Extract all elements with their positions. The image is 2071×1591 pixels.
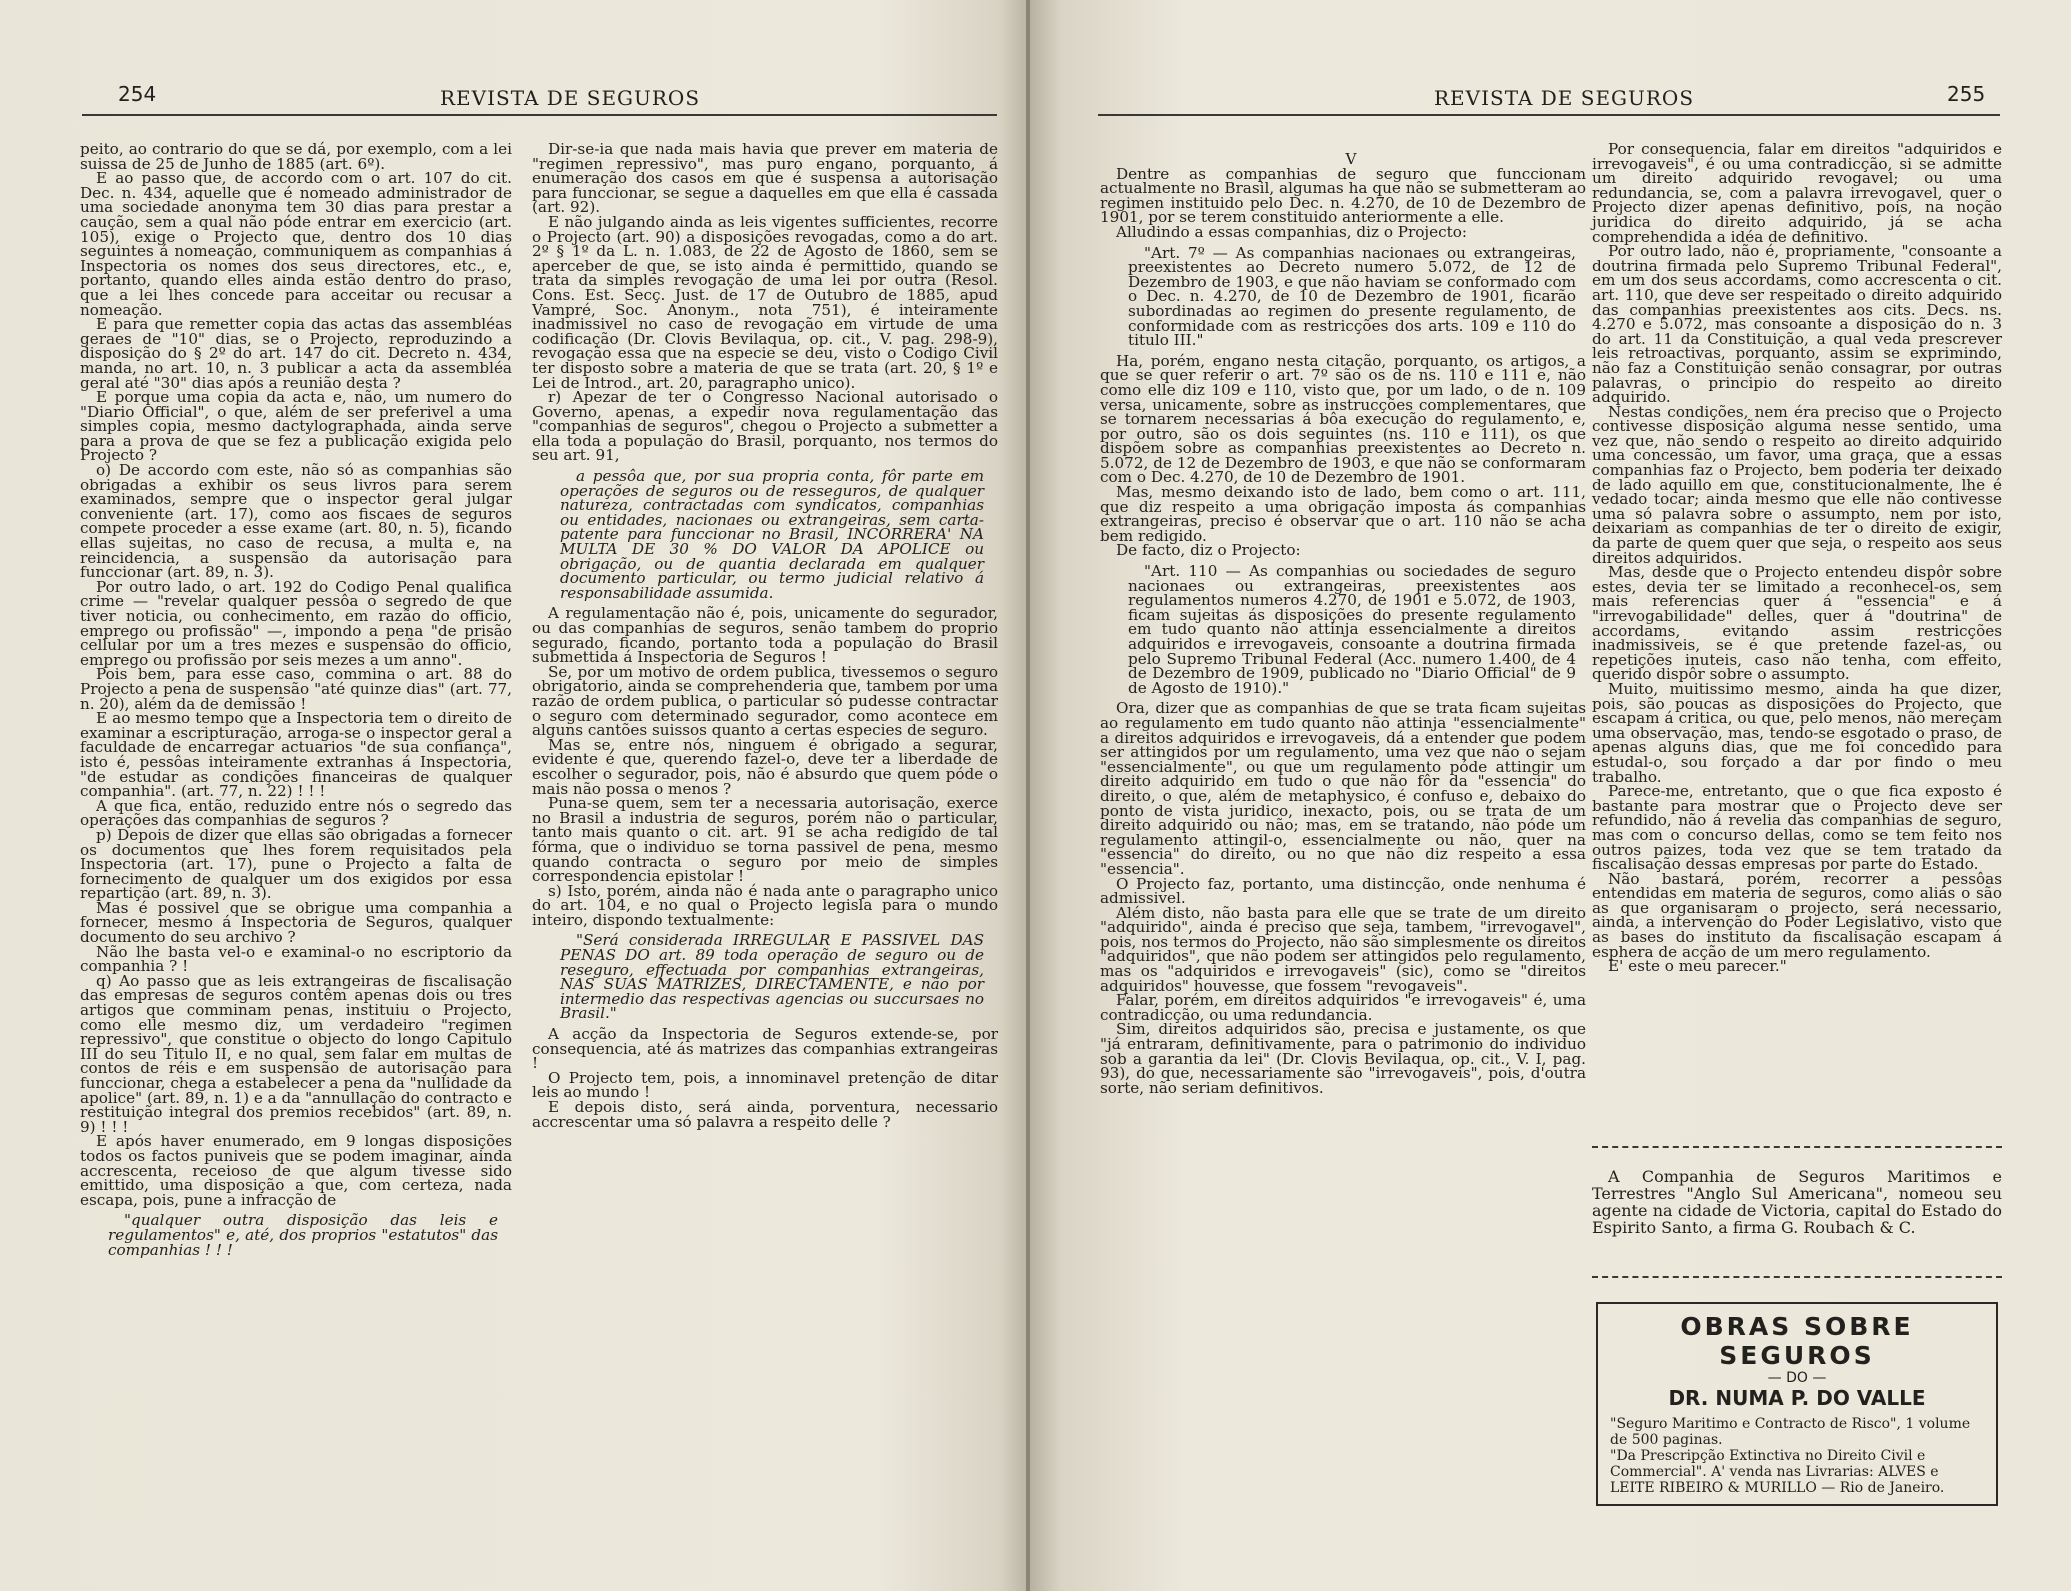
paragraph: Falar, porém, em direitos adquiridos "e irrevogaveis" é, uma contradicção, ou uma redundancia. bbox=[1100, 991, 1586, 1024]
paragraph: Não bastará, porém, recorrer a pessôas entendidas em materia de seguros, como aliás o são as que organisaram o projecto, será necessario, ainda, a intervenção do Poder Legislativo, visto que as bases do instituto da fiscalisação escapam á esphera de acção de um mero regulamento. bbox=[1592, 869, 2002, 961]
paragraph: Muito, muitissimo mesmo, ainda ha que dizer, pois, são poucas as disposições do Projecto, que escapam á critica, ou que, pelo menos, não mereçam uma observação, mas, tendo-se esgotado o praso, de apenas alguns dias, que me foi concedido para estudal-o, sou forçado a dar por findo o meu trabalho. bbox=[1592, 679, 2002, 786]
ad-line: "Seguro Maritimo e Contracto de Risco", 1 volume de 500 paginas. bbox=[1610, 1416, 1971, 1448]
paragraph: A acção da Inspectoria de Seguros extende-se, por consequencia, até ás matrizes das companhias extrangeiras ! bbox=[532, 1025, 998, 1073]
section-number: V bbox=[1345, 150, 1357, 168]
paragraph: E ao mesmo tempo que a Inspectoria tem o direito de examinar a escripturação, arroga-se o inspector geral a faculdade de encarregar actuarios "de sua confiança", isto é, pessôas inteiramente extranhas á Inspectoria, "de estudar as condições financeiras de qualquer companhia". (art. 77, n. 22) ! ! ! bbox=[80, 709, 512, 801]
paragraph: Mas é possivel que se obrigue uma companhia a fornecer, mesmo á Inspectoria de Seguros, qualquer documento do seu archivo ? bbox=[80, 898, 512, 947]
page-number: 255 bbox=[1947, 82, 1986, 106]
quotation: "Será considerada IRREGULAR E PASSIVEL DAS PENAS DO art. 89 toda operação de seguro ou de reseguro, effectuada por companhias extrangeiras, NAS SUAS MATRIZES, DIRECTAMENTE, e não por intermedio das respectivas agencias ou succursaes no Brasil." bbox=[560, 931, 984, 1023]
left-column-1 bbox=[80, 142, 512, 1263]
quotation: a pessôa que, por sua propria conta, fôr parte em operações de seguros ou de resseguros, de qualquer natureza, contractadas com syndicatos, companhias ou entidades, nacionaes ou extrangeiras, sem carta-patente para funccionar no Brasil, INCORRERA' NA MULTA DE 30 % DO VALOR DA APOLICE ou obrigação, ou de quantia declarada em qualquer documento particular, ou termo judicial relativo á responsabilidade assumida. bbox=[560, 467, 984, 602]
paragraph: E porque uma copia da acta e, não, um numero do "Diario Official", o que, além de ser preferivel a uma simples copia, mesmo dactylographada, ainda serve para a prova de que se fez a publicação exigida pelo Projecto ? bbox=[80, 388, 512, 465]
paragraph: Mas se, entre nós, ninguem é obrigado a segurar, evidente é que, querendo fazel-o, deve ter a liberdade de escolher o segurador, pois, não é absurdo que quem póde o mais não possa o menos ? bbox=[532, 735, 998, 798]
paragraph: E' este o meu parecer." bbox=[1608, 957, 1787, 976]
quotation: "qualquer outra disposição das leis e regulamentos" e, até, dos proprios "estatutos" das companhias ! ! ! bbox=[108, 1211, 498, 1259]
right-column-1 bbox=[1100, 152, 1586, 1095]
paragraph: Parece-me, entretanto, que o que fica exposto é bastante para mostrar que o Projecto deve ser refundido, não á revelia das companhias de seguro, mas com o concurso dellas, como se tem feito nos outros paizes, toda vez que se tem tratado da fiscalisação dessas empresas por parte do Estado. bbox=[1592, 782, 2002, 874]
paragraph: Se, por um motivo de ordem publica, tivessemos o seguro obrigatorio, ainda se comprehenderia que, tambem por uma razão de ordem publica, o particular só pudesse contractar o seguro com determinado segurador, como acontece em alguns cantões suissos quanto a certas especies de seguro. bbox=[532, 662, 998, 740]
paragraph: Mas, mesmo deixando isto de lado, bem como o art. 111, que diz respeito a uma obrigação imposta ás companhias extrangeiras, preciso é observar que o art. 110 não se acha bem redigido. bbox=[1100, 483, 1586, 545]
ad-title: OBRAS SOBRE SEGUROS bbox=[1680, 1312, 1914, 1370]
paragraph: Sim, direitos adquiridos são, precisa e justamente, os que "já entraram, definitivamente, para o patrimonio do individuo sob a garantia da lei" (Dr. Clovis Bevilaqua, op. cit., V. I, pag. 93), do que, necessariamente são "irrevogaveis", pois, d'outra sorte, não seriam definitivos. bbox=[1100, 1020, 1586, 1097]
paragraph: A regulamentação não é, pois, unicamente do segurador, ou das companhias de seguros, senão tambem do proprio segurado, ficando, portanto toda a população do Brasil submettida á Inspectoria de Seguros ! bbox=[532, 604, 998, 667]
left-column-2 bbox=[532, 142, 998, 1129]
paragraph: E para que remetter copia das actas das assembléas geraes de "10" dias, se o Projecto, reproduzindo a disposição do § 2º do art. 147 do cit. Decreto n. 434, manda, no art. 10, n. 3 publicar a acta da assembléa geral até "30" dias após a reunião desta ? bbox=[80, 315, 512, 392]
paragraph: Ora, dizer que as companhias de que se trata ficam sujeitas ao regulamento em tudo quanto não attinja "essencialmente" a direitos adquiridos e irrevogaveis, dá a entender que podem ser attingidos por um regulamento, uma vez que não o sejam "essencialmente", ou que um regulamento póde attingir um direito adquirido em tudo o que não fôr da "essencia" do direito, o que, além de metaphysico, é confuso e, debaixo do ponto de vista juridico, inexacto, pois, ou se trata de um direito adquirido ou não; mas, em se tratando, não póde um regulamento attingil-o, essencialmente ou não, quer na "essencia" do direito, ou no que não diz respeito a essa "essencia". bbox=[1100, 699, 1586, 878]
paragraph: Nestas condições, nem éra preciso que o Projecto contivesse disposição alguma nesse sentido, uma vez que, não sendo o respeito ao direito adquirido uma concessão, um favor, uma graça, que a essas companhias faz o Projecto, bem poderia ter deixado de lado aquillo em que, constitucionalmente, lhe é vedado tocar; ainda mesmo que elle não contivesse uma só palavra sobre o assumpto, nem por isto, deixariam as companhias de ter o direito de exigir, da parte de quem quer que seja, o respeito aos seus direitos adquiridos. bbox=[1592, 402, 2002, 567]
paragraph: Pois bem, para esse caso, commina o art. 88 do Projecto a pena de suspensão "até quinze dias" (art. 77, n. 20), além da de demissão ! bbox=[80, 665, 512, 713]
header-rule bbox=[82, 114, 997, 116]
paragraph: o) De accordo com este, não só as companhias são obrigadas a exhibir os seus livros para serem examinados, sempre que o inspector geral julgar conveniente (art. 17), como aos fiscaes de seguros compete proceder a esse exame (art. 80, n. 5), ficando ellas sujeitas, no caso de recusa, a multa e, na reincidencia, a suspensão da autorisação para funccionar (art. 89, n. 3). bbox=[80, 461, 512, 582]
header-rule bbox=[1098, 114, 2000, 116]
paragraph: Alludindo a essas companhias, diz o Projecto: bbox=[1116, 222, 1467, 241]
paragraph: E não julgando ainda as leis vigentes sufficientes, recorre o Projecto (art. 90) a disposições revogadas, como a do art. 2º § 1º da L. n. 1.083, de 22 de Agosto de 1860, sem se aperceber de que, se isto ainda é permittido, quando se trata da simples revogação de uma lei por outra (Resol. Cons. Est. Secç. Just. de 17 de Outubro de 1885, apud Vampré, Soc. Anonym., nota 751), é inteiramente inadmissivel no caso de revogação em virtude de uma codificação (Dr. Clovis Bevilaqua, op. cit., V. pag. 298-9), revogação essa que na especie se deu, visto o Codigo Civil ter disposto sobre a materia de que se trata (art. 20, § 1º e Lei de Introd., art. 20, paragrapho unico). bbox=[532, 212, 998, 392]
paragraph: peito, ao contrario do que se dá, por exemplo, com a lei suissa de 25 de Junho de 1885 (art. 6º). bbox=[80, 140, 512, 173]
ad-line: "Da Prescripção Extinctiva no Direito Civil e Commercial". A' venda nas Livrarias: ALVES e LEITE RIBEIRO & MURILLO — Rio de Janeiro. bbox=[1610, 1448, 1945, 1496]
quotation: "Art. 110 — As companhias ou sociedades de seguro nacionaes ou extrangeiras, preexistentes aos regulamentos numeros 4.270, de 1901 e 5.072, de 1903, ficam sujeitas ás disposições do presente regulamento em tudo quanto não attinja essencialmente a direitos adquiridos e irrevogaveis, consoante a doutrina firmada pelo Supremo Tribunal Federal (Acc. numero 1.400, de 4 de Dezembro de 1909, publicado no "Diario Official" de 9 de Agosto de 1910)." bbox=[1128, 562, 1576, 697]
right-page bbox=[1030, 0, 2071, 1591]
left-page bbox=[0, 0, 1030, 1591]
paragraph: E depois disto, será ainda, porventura, necessario accrescentar uma só palavra a respeito delle ? bbox=[532, 1098, 998, 1131]
paragraph: Dir-se-ia que nada mais havia que prever em materia de "regimen repressivo", mas puro engano, porquanto, á enumeração dos casos em que é suspensa a autorisação para funccionar, se segue a daquelles em que ella é cassada (art. 92). bbox=[532, 140, 998, 217]
book-advertisement bbox=[1596, 1302, 1998, 1506]
paragraph: O Projecto tem, pois, a innominavel pretenção de ditar leis ao mundo ! bbox=[532, 1068, 998, 1102]
ad-do: — DO — bbox=[1767, 1370, 1827, 1386]
paragraph: E ao passo que, de accordo com o art. 107 do cit. Dec. n. 434, aquelle que é nomeado administrador de uma sociedade anonyma tem 30 dias para prestar a caução, sem a qual não póde entrar em exercicio (art. 105), exige o Projecto que, dentro dos 10 dias seguintes á nomeação, communiquem as companhias á Inspectoria os nomes dos seus directores, etc., e, portanto, quando elles ainda estão dentro do praso, que a lei lhes concede para acceitar ou recusar a nomeação. bbox=[80, 169, 512, 319]
running-head: REVISTA DE SEGUROS bbox=[440, 86, 701, 110]
paragraph: E após haver enumerado, em 9 longas disposições todos os factos puniveis que se podem imaginar, ainda accrescenta, receioso de que algum tivesse sido emittido, uma disposição a que, com certeza, nada escapa, pois, pune a infracção de bbox=[80, 1132, 512, 1209]
paragraph: s) Isto, porém, ainda não é nada ante o paragrapho unico do art. 104, e no qual o Projecto legisla para o mundo inteiro, dispondo textualmente: bbox=[532, 881, 998, 929]
notice bbox=[1592, 1168, 2002, 1236]
paragraph: Mas, desde que o Projecto entendeu dispôr sobre estes, devia ter se limitado a reconhecel-os, sem mais referencias quer á "essencia" e á "irrevogabilidade" delles, quer á "doutrina" de accordams, evitando assim restricções inadmissiveis, se é que pretende fazel-as, ou repetições inuteis, caso não tenha, com effeito, querido dispôr sobre o assumpto. bbox=[1592, 563, 2002, 684]
paragraph: Dentre as companhias de seguro que funccionam actualmente no Brasil, algumas ha que não se submetteram ao regimen instituido pelo Dec. n. 4.270, de 10 de Dezembro de 1901, por se terem constituido anteriormente a elle. bbox=[1100, 164, 1586, 227]
paragraph: Por outro lado, o art. 192 do Codigo Penal qualifica crime — "revelar qualquer pessôa o segredo de que tiver noticia, ou conhecimento, em razão do officio, emprego ou profissão" —, impondo a pena "de prisão cellular por um a tres mezes e suspensão do officio, emprego ou profissão por seis mezes a um anno". bbox=[80, 577, 512, 669]
paragraph: q) Ao passo que as leis extrangeiras de fiscalisação das empresas de seguros contêm apenas dois ou tres artigos que comminam penas, instituiu o Projecto, como elle mesmo diz, um verdadeiro "regimen repressivo", que constitue o objecto do longo Capitulo III do seu Titulo II, e no qual, sem falar em multas de contos de réis e em suspensão de autorisação para funccionar, chega a estabelecer a pena da "nullidade da apolice" (art. 89, n. 1) e a da "annullação do contracto e restituição integral dos premios recebidos" (art. 89, n. 9) ! ! ! bbox=[80, 971, 512, 1136]
right-column-2 bbox=[1592, 142, 2002, 974]
paragraph: Não lhe basta vel-o e examinal-o no escriptorio da companhia ? ! bbox=[80, 942, 512, 976]
paragraph: De facto, diz o Projecto: bbox=[1116, 541, 1301, 560]
paragraph: Ha, porém, engano nesta citação, porquanto, os artigos, a que se quer referir o art. 7º são os de ns. 110 e 111 e, não como elle diz 109 e 110, visto que, por um lado, o de n. 109 versa, unicamente, sobre as instrucções complementares, que se tornarem necessarias á bôa execução do regulamento, e, por outro, são os dois seguintes (ns. 110 e 111), os que dispõem sobre as companhias preexistentes ao Decreto n. 5.072, de 12 de Dezembro de 1903, e que não se conformaram com o Dec. 4.270, de 10 de Dezembro de 1901. bbox=[1100, 351, 1586, 487]
paragraph: r) Apezar de ter o Congresso Nacional autorisado o Governo, apenas, a expedir nova regulamentação das "companhias de seguros", chegou o Projecto a submetter a ella toda a população do Brasil, porquanto, nos termos do seu art. 91, bbox=[532, 388, 998, 465]
quotation: "Art. 7º — As companhias nacionaes ou extrangeiras, preexistentes ao Decreto numero 5.072, de 12 de Dezembro de 1903, e que não haviam se conformado com o Dec. n. 4.270, de 10 de Dezembro de 1901, ficarão subordinadas ao regimen do presente regulamento, de conformidade com as restricções dos arts. 109 e 110 do titulo III." bbox=[1128, 243, 1576, 350]
notice-text: A Companhia de Seguros Maritimos e Terrestres "Anglo Sul Americana", nomeou seu agente na cidade de Victoria, capital do Estado do Espirito Santo, a firma G. Roubach & C. bbox=[1592, 1167, 2002, 1237]
running-head: REVISTA DE SEGUROS bbox=[1434, 86, 1695, 110]
paragraph: A que fica, então, reduzido entre nós o segredo das operações das companhias de seguros ? bbox=[80, 796, 512, 830]
paragraph: p) Depois de dizer que ellas são obrigadas a fornecer os documentos que lhes forem requisitados pela Inspectoria (art. 17), pune o Projecto a falta de fornecimento de qualquer um dos exigidos por essa repartição (art. 89, n. 3). bbox=[80, 825, 512, 903]
paragraph: Por consequencia, falar em direitos "adquiridos e irrevogaveis", é ou uma contradicção, si se admitte um direito adquirido revogavel; ou uma redundancia, se, com a palavra irrevogavel, quer o Projecto dizer apenas definitivo, pois, na noção juridica do direito adquirido, já se acha comprehendida a idéa de definitivo. bbox=[1592, 140, 2002, 246]
paragraph: Puna-se quem, sem ter a necessaria autorisação, exerce no Brasil a industria de seguros, porém não o particular, tanto mais quanto o cit. art. 91 se acha redigido de tal fórma, que o individuo se torna passivel de pena, mesmo quando contracta o seguro por meio de simples correspondencia epistolar ! bbox=[532, 794, 998, 886]
page-number: 254 bbox=[118, 82, 157, 106]
paragraph: Além disto, não basta para elle que se trate de um direito "adquirido", ainda é preciso que seja, tambem, "irrevogavel", pois, nos termos do Projecto, não são simplesmente os direitos "adquiridos", que não podem ser attingidos pelo regulamento, mas os "adquiridos e irrevogaveis" (sic), como se "direitos adquiridos" houvesse, que fossem "revogaveis". bbox=[1100, 903, 1586, 995]
separator bbox=[1592, 1146, 2002, 1154]
separator bbox=[1592, 1276, 2002, 1284]
paragraph: O Projecto faz, portanto, uma distincção, onde nenhuma é admissivel. bbox=[1100, 874, 1586, 908]
paragraph: Por outro lado, não é, propriamente, "consoante a doutrina firmada pelo Supremo Tribunal Federal", em um dos seus accordams, como accrescenta o cit. art. 110, que deve ser respeitado o direito adquirido das companhias preexistentes aos cits. Decs. ns. 4.270 e 5.072, mas consoante a disposição do n. 3 do art. 11 da Constituição, a qual veda prescrever leis retroactivas, porquanto, assim se exprimindo, não faz a Constituição senão consagrar, por outras palavras, o principio do respeito ao direito adquirido. bbox=[1592, 242, 2002, 407]
ad-author: DR. NUMA P. DO VALLE bbox=[1668, 1386, 1926, 1410]
